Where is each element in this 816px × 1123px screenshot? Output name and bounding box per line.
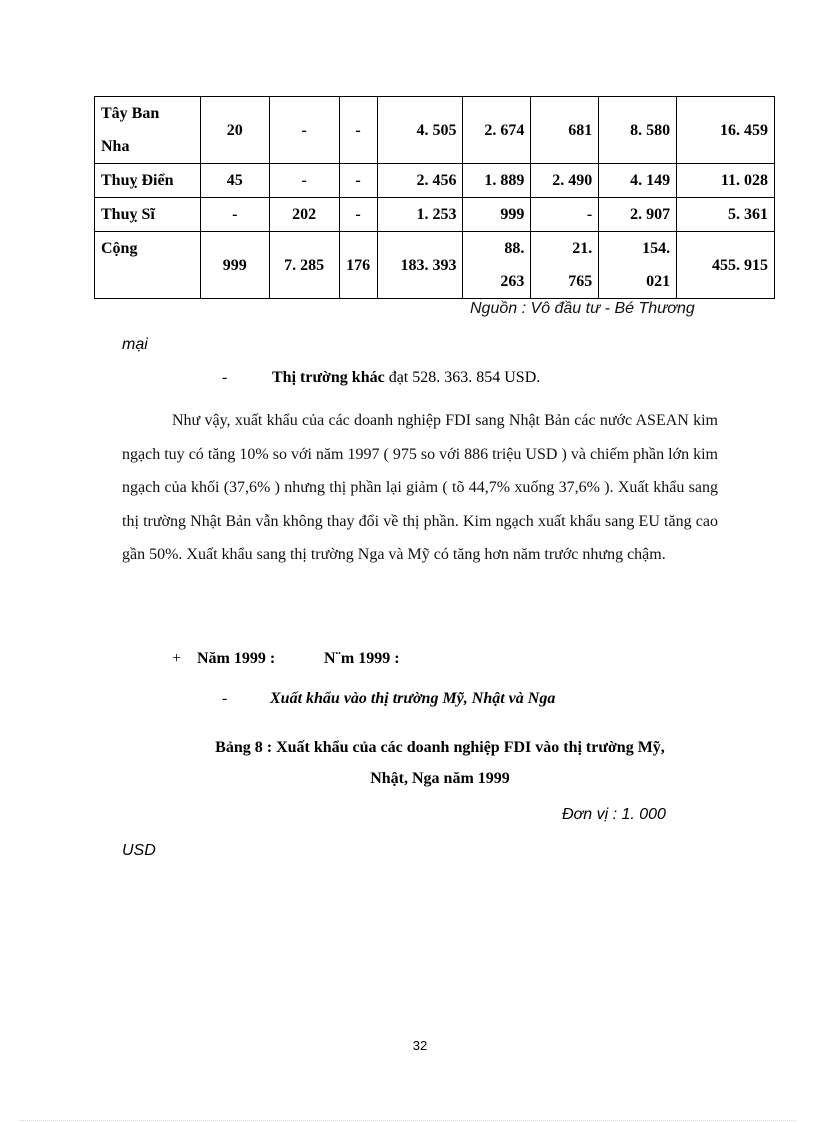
bullet-label: Thị trường khác [272, 369, 385, 386]
year-heading [172, 650, 572, 668]
table-row [95, 97, 775, 164]
table-cell: 183. 393 [377, 232, 463, 299]
plus-marker: + [172, 650, 182, 667]
table-row [95, 198, 775, 232]
table-row [95, 232, 775, 299]
table-cell: 455. 915 [677, 232, 775, 299]
table-cell: - [339, 97, 377, 164]
row-label [95, 164, 201, 198]
bullet-dash: - [222, 369, 228, 386]
table-cell: 1. 253 [377, 198, 463, 232]
table-cell: 4. 505 [377, 97, 463, 164]
table-cell [599, 232, 677, 299]
bullet-dash: - [222, 690, 228, 707]
page-edge-divider [20, 1120, 796, 1121]
table-cell [463, 232, 531, 299]
table-cell: 45 [200, 164, 269, 198]
table-cell: 16. 459 [677, 97, 775, 164]
unit-note-continuation: USD [122, 842, 156, 859]
table-cell: 176 [339, 232, 377, 299]
table-cell: 202 [269, 198, 339, 232]
table-cell-line: 263 [500, 273, 525, 290]
table-cell-line: 154. [642, 240, 671, 257]
table-cell: 999 [200, 232, 269, 299]
table-caption-line1: Bảng 8 : Xuất khẩu của các doanh nghiệp FDI vào thị trường Mỹ, [215, 739, 665, 756]
table-cell: - [339, 164, 377, 198]
table-caption [142, 732, 738, 794]
row-label-line: Cộng [101, 240, 138, 257]
table-cell-line: 021 [646, 273, 671, 290]
table-cell-line: 765 [568, 273, 593, 290]
table-cell: 2. 674 [463, 97, 531, 164]
table-cell: 11. 028 [677, 164, 775, 198]
table-cell: - [269, 97, 339, 164]
row-label [95, 232, 201, 299]
year-heading-label: Năm 1999 : [197, 650, 276, 667]
table-cell: 2. 490 [531, 164, 599, 198]
row-label-line: Thuỵ Sĩ [101, 206, 155, 223]
row-label-line: Thuỵ Điển [101, 172, 174, 189]
table-cell: 4. 149 [599, 164, 677, 198]
row-label [95, 198, 201, 232]
unit-note: Đơn vị : 1. 000 [562, 806, 666, 823]
bullet-text: đạt 528. 363. 854 USD. [384, 369, 541, 386]
table-cell: 1. 889 [463, 164, 531, 198]
table-cell: 2. 456 [377, 164, 463, 198]
bullet-export-text: Xuất khẩu vào thị trường Mỹ, Nhật và Nga [270, 690, 556, 707]
table-cell: - [339, 198, 377, 232]
table-cell: - [531, 198, 599, 232]
year-heading-label-duplicate: N¨m 1999 : [324, 650, 400, 667]
page-number: 32 [412, 1038, 428, 1053]
table-caption-line2: Nhật, Nga năm 1999 [370, 770, 510, 787]
table-cell [531, 232, 599, 299]
table-cell: 20 [200, 97, 269, 164]
table-cell-line: 21. [572, 240, 593, 257]
table-cell: 999 [463, 198, 531, 232]
row-label [95, 97, 201, 164]
source-note-continuation: mại [122, 336, 148, 353]
row-label-line: Tây Ban [101, 105, 160, 122]
row-label-line: Nha [101, 138, 130, 155]
source-note: Nguồn : Vô đầu tư - Bé Thương [470, 300, 695, 317]
table-cell: 681 [531, 97, 599, 164]
data-table [94, 96, 775, 299]
table-cell: - [269, 164, 339, 198]
table-cell: 5. 361 [677, 198, 775, 232]
body-paragraph: Như vậy, xuất khẩu của các doanh nghiệp FDI sang Nhật Bản các nước ASEAN kim ngạch tuy có tăng 10% so với năm 1997 ( 975 so với 886 triệu USD ) và chiếm phần lớn kim ngạch của khối (37,6% ) nhưng thị phần lại giảm ( tõ 44,7% xuống 37,6% ). Xuất khẩu sang thị trường Nhật Bản vẫn không thay đổi về thị phần. Kim ngạch xuất khẩu sang EU tăng cao gần 50%. Xuất khẩu sang thị trường Nga và Mỹ có tăng hơn năm trước nhưng chậm. [122, 412, 718, 563]
table-cell: 2. 907 [599, 198, 677, 232]
table-cell: 7. 285 [269, 232, 339, 299]
table-cell: 8. 580 [599, 97, 677, 164]
table-cell-line: 88. [504, 240, 525, 257]
table-cell: - [200, 198, 269, 232]
table-row [95, 164, 775, 198]
